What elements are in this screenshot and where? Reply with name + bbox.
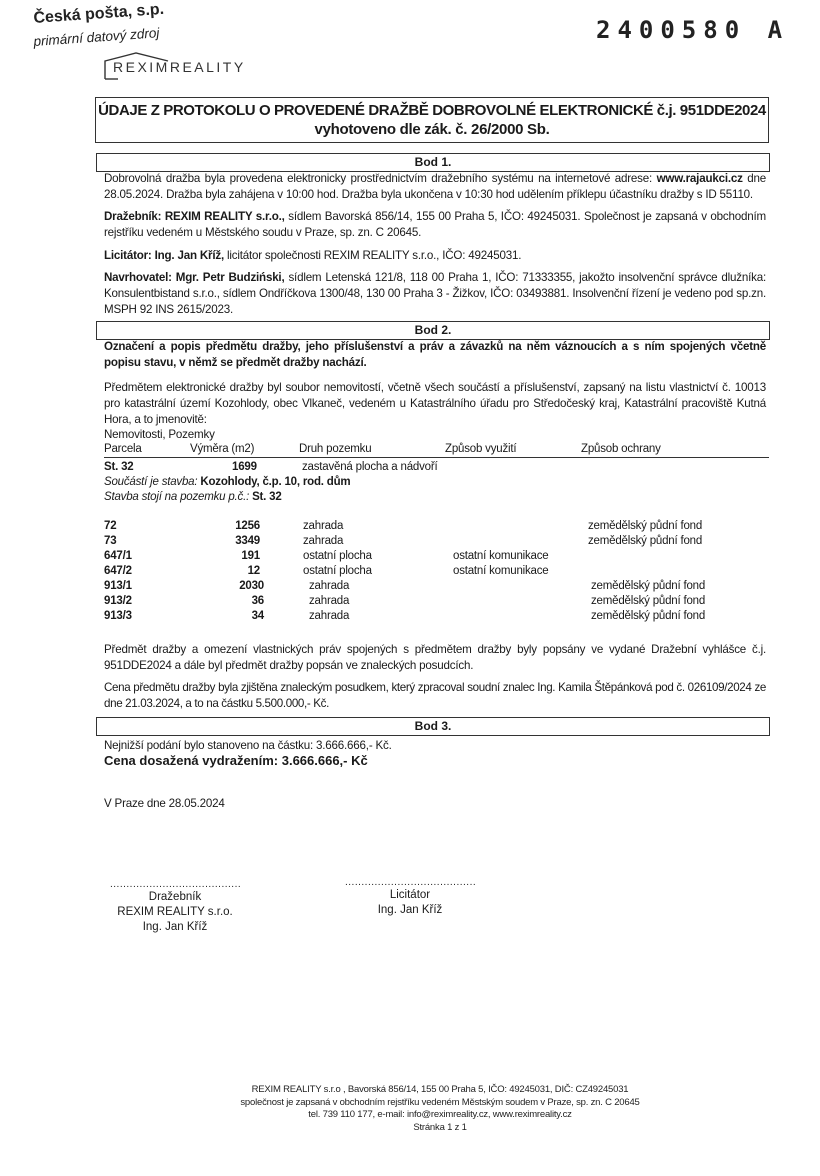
footer-contact: tel. 739 110 177, e-mail: info@reximreality.cz, www.reximreality.cz: [308, 1109, 572, 1120]
header-druh: Druh pozemku: [299, 443, 372, 455]
place-date: V Praze dne 28.05.2024: [104, 797, 225, 810]
stamp-issuer: Česká pošta, s.p.: [33, 0, 165, 27]
section-heading-bod3: Bod 3.: [96, 717, 770, 736]
footer-registration: společnost je zapsaná v obchodním rejstříku vedeném Městským soudem v Praze, sp. zn. C 20645: [240, 1096, 640, 1108]
table-row: 913/1 2030 zahrada zemědělský půdní fond: [104, 580, 706, 592]
section-heading-bod1: Bod 1.: [96, 153, 770, 172]
parcel-list: [104, 519, 769, 624]
document-title: ÚDAJE Z PROTOKOLU O PROVEDENÉ DRAŽBĚ DOBROVOLNÉ ELEKTRONICKÉ č.j. 951DDE2024: [98, 102, 766, 119]
minimum-bid: Nejnižší podání bylo stanoveno na částku: 3.666.666,- Kč.: [104, 739, 392, 752]
header-ochrana: Způsob ochrany: [581, 443, 661, 455]
restrictions-paragraph: Předmět dražby a omezení vlastnických práv spojených s předmětem dražby byly popsány ve vydané Dražební vyhlášce č.j. 951DDE2024 a dále byl předmět dražby popsán ve znaleckých posudcích.: [104, 643, 766, 672]
signature-line: ........................................: [110, 879, 242, 890]
page-number: Stránka 1 z 1: [413, 1121, 467, 1133]
valuation-paragraph: Cena předmětu dražby byla zjištěna znaleckým posudkem, který zpracoval soudní znalec Ing. Kamila Štěpánková pod č. 026109/2024 ze dne 21.03.2024, a to na částku 5.500.000,- Kč.: [104, 681, 766, 710]
signature-licitator: ........................................ Licitátor Ing. Jan Kříž: [345, 877, 477, 916]
subject-description: Předmětem elektronické dražby byl soubor nemovitostí, včetně všech součástí a příslušenství, zapsaný na listu vlastnictví č. 10013 pro katastrální území Kozohlody, obec Vlkaneč, vedeném u Katastrálního úřadu pro Středočeský kraj, Katastrální pracoviště Kutná Hora, a to jmenovitě:: [104, 381, 766, 426]
document-title-box: [95, 97, 769, 143]
signature-line: ........................................: [345, 877, 477, 888]
table-header-row: [104, 442, 769, 457]
table-caption: Nemovitosti, Pozemky: [104, 428, 215, 441]
stamp-subtitle: primární datový zdroj: [33, 25, 160, 49]
table-row: 647/1 191 ostatní plocha ostatní komunikace: [104, 550, 549, 562]
header-vymera: Výměra (m2): [190, 443, 255, 455]
footer-company: REXIM REALITY s.r.o , Bavorská 856/14, 155 00 Praha 5, IČO: 49245031, DIČ: CZ49245031: [251, 1084, 629, 1095]
parcel-table: [104, 442, 769, 505]
header-parcela: Parcela: [104, 443, 142, 455]
section-heading-bod2: Bod 2.: [96, 321, 770, 340]
table-row: 647/2 12 ostatní plocha ostatní komunikace: [104, 565, 549, 577]
document-number: 2400580 A: [596, 16, 790, 44]
table-row: 913/2 36 zahrada zemědělský půdní fond: [104, 595, 706, 607]
building-plot-row: Stavba stojí na pozemku p.č.: St. 32: [104, 491, 282, 503]
header-divider: [104, 457, 769, 458]
page-footer: [240, 1084, 640, 1134]
subject-description-heading: Označení a popis předmětu dražby, jeho příslušenství a práv a závazků na něm váznoucích a s ním spojených včetně popisu stavu, v němž se předmět dražby nachází.: [104, 340, 766, 369]
table-row: 73 3349 zahrada zemědělský půdní fond: [104, 535, 703, 547]
auction-info-paragraph: Dobrovolná dražba byla provedena elektronicky prostřednictvím dražebního systému na internetové adrese: www.rajaukci.cz dne 28.05.2024. Dražba byla zahájena v 10:00 hod. Dražba byla ukončena v 10:30 hod udělením příklepu účastníku dražby s ID 55110.: [104, 172, 766, 201]
proposer-paragraph: Navrhovatel: Mgr. Petr Budziński, sídlem Letenská 121/8, 118 00 Praha 1, IČO: 71333355, jakožto insolvenční správce dlužníka: Konsulentbistand s.r.o., sídlem Ondříčkova 1300/48, 130 00 Praha 3 - Žižkov, IČO: 03493881. Insolvenční řízení je vedeno pod sp.zn. MSPH 92 INS 2615/2023.: [104, 271, 766, 316]
logo-text: REXIMREALITY: [113, 59, 246, 75]
table-row: 72 1256 zahrada zemědělský půdní fond: [104, 520, 703, 532]
auctioneer-paragraph: Dražebník: REXIM REALITY s.r.o., sídlem Bavorská 856/14, 155 00 Praha 5, IČO: 49245031. Společnost je zapsaná v obchodním rejstříku vedeném u Městského soudu v Praze, sp. zn. C 20645.: [104, 210, 766, 239]
header-vyuziti: Způsob využití: [445, 443, 517, 455]
table-row: St. 32 1699 zastavěná plocha a nádvoří: [104, 461, 438, 473]
table-row: 913/3 34 zahrada zemědělský půdní fond: [104, 610, 706, 622]
final-price: Cena dosažená vydražením: 3.666.666,- Kč: [104, 753, 368, 768]
signature-auctioneer: ........................................ Dražebník REXIM REALITY s.r.o. Ing. Jan Kříž: [110, 879, 242, 933]
licitator-paragraph: Licitátor: Ing. Jan Kříž, licitátor společnosti REXIM REALITY s.r.o., IČO: 49245031.: [104, 249, 522, 262]
building-part-row: Součástí je stavba: Kozohlody, č.p. 10, rod. dům: [104, 476, 351, 488]
document-subtitle: vyhotoveno dle zák. č. 26/2000 Sb.: [314, 121, 550, 138]
auction-url: www.rajaukci.cz: [656, 172, 743, 185]
